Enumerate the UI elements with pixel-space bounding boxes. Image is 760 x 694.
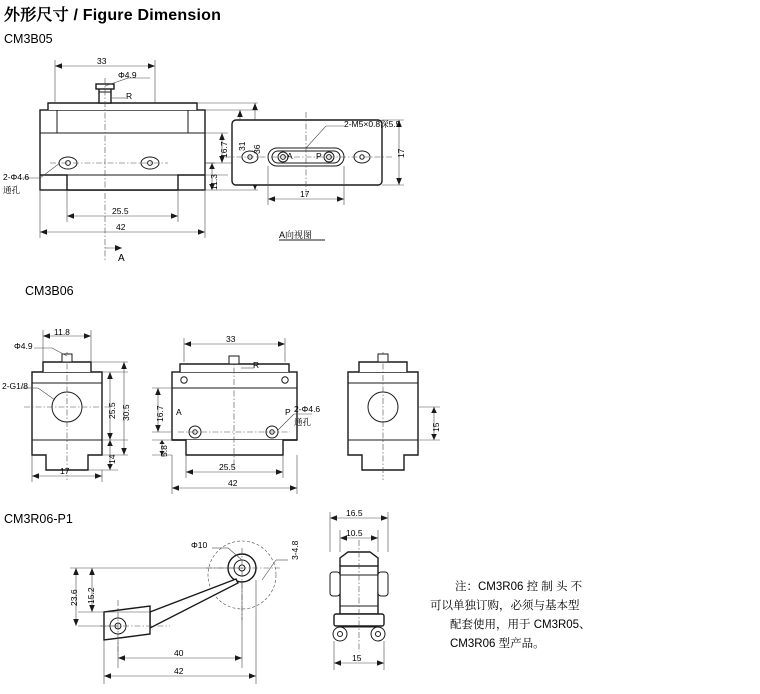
dim-cm3b06-phi49: Φ4.9: [14, 341, 33, 351]
note-cm3b05-hole-2: 通孔: [3, 185, 21, 195]
dim-cm3b05-42: 42: [116, 222, 126, 232]
dim-cm3b05-33: 33: [97, 56, 107, 66]
model-label-cm3r06: CM3R06-P1: [4, 512, 73, 526]
label-a-view: A向视图: [279, 230, 313, 240]
dim-cm3r06-165: 16.5: [346, 508, 363, 518]
dim-cm3b06-255: 25.5: [107, 402, 117, 419]
dim-cm3b06-33: 33: [226, 334, 236, 344]
dim-cm3b05-side-17a: 17: [396, 148, 406, 158]
dim-cm3b06-305: 30.5: [121, 404, 131, 421]
note-line-3: 配套使用，用于 CM3R05、: [450, 619, 591, 631]
note-line-2: 可以单独订购，必须与基本型: [430, 600, 580, 612]
cm3b05-front-view: [22, 60, 258, 262]
dim-cm3b06-17: 17: [60, 466, 70, 476]
dim-cm3b05-m5: 2-M5×0.8深5.5: [344, 119, 401, 129]
dim-cm3r06-152: 15.2: [86, 587, 96, 604]
cm3b06-right-view: [348, 352, 440, 480]
dim-cm3b06-g18: 2-G1/8: [2, 381, 28, 391]
dim-cm3b06-r: R: [253, 360, 260, 370]
note-cm3b06-hole-1: 2-Φ4.6: [294, 404, 321, 414]
dim-cm3b06-58: 5.8: [159, 445, 169, 457]
mark-cm3b05-a: A: [287, 151, 293, 161]
note-cm3b05-hole-1: 2-Φ4.6: [3, 172, 30, 182]
dim-cm3b06-14: 14: [107, 454, 117, 464]
dim-cm3b05-31: 31: [237, 141, 247, 151]
dim-cm3b06-42: 42: [228, 478, 238, 488]
dim-cm3r06-42: 42: [174, 666, 184, 676]
mark-cm3b05-p: P: [316, 151, 322, 161]
model-label-cm3b06: CM3B06: [25, 284, 74, 298]
dim-cm3r06-15: 15: [352, 653, 362, 663]
model-label-cm3b05: CM3B05: [4, 32, 53, 46]
cm3r06-lever-view: [70, 541, 288, 684]
dim-cm3b05-phi49: Φ4.9: [118, 70, 137, 80]
dim-cm3b05-a: A: [118, 253, 125, 264]
mark-cm3b06-a: A: [176, 407, 182, 417]
dim-cm3b05-r: R: [126, 91, 133, 101]
dim-cm3b06-167: 16.7: [155, 405, 165, 422]
note-line-1: 注：CM3R06 控 制 头 不: [455, 581, 583, 593]
note-cm3b06-hole-2: 通孔: [294, 417, 312, 427]
dim-cm3b06-255b: 25.5: [219, 462, 236, 472]
dim-cm3b05-113: 11.3: [209, 174, 219, 190]
dim-cm3b06-15: 15: [431, 422, 441, 432]
dim-cm3r06-105: 10.5: [346, 528, 363, 538]
dim-cm3r06-348: 3-4.8: [290, 540, 300, 560]
cm3b05-a-view: [225, 112, 404, 240]
page-title: 外形尺寸 / Figure Dimension: [4, 7, 222, 24]
mark-cm3b06-p: P: [285, 407, 291, 417]
dim-cm3b05-36: 36: [252, 144, 262, 154]
dim-cm3r06-phi10: Φ10: [191, 540, 208, 550]
dim-cm3b05-side-17b: 17: [300, 189, 310, 199]
dim-cm3r06-236: 23.6: [69, 589, 79, 606]
dim-cm3r06-40: 40: [174, 648, 184, 658]
dim-cm3b05-255: 25.5: [112, 206, 129, 216]
dim-cm3b06-118: 11.8: [54, 327, 70, 337]
dim-cm3b05-167: 16.7: [219, 141, 229, 158]
note-line-4: CM3R06 型产品。: [450, 638, 545, 650]
